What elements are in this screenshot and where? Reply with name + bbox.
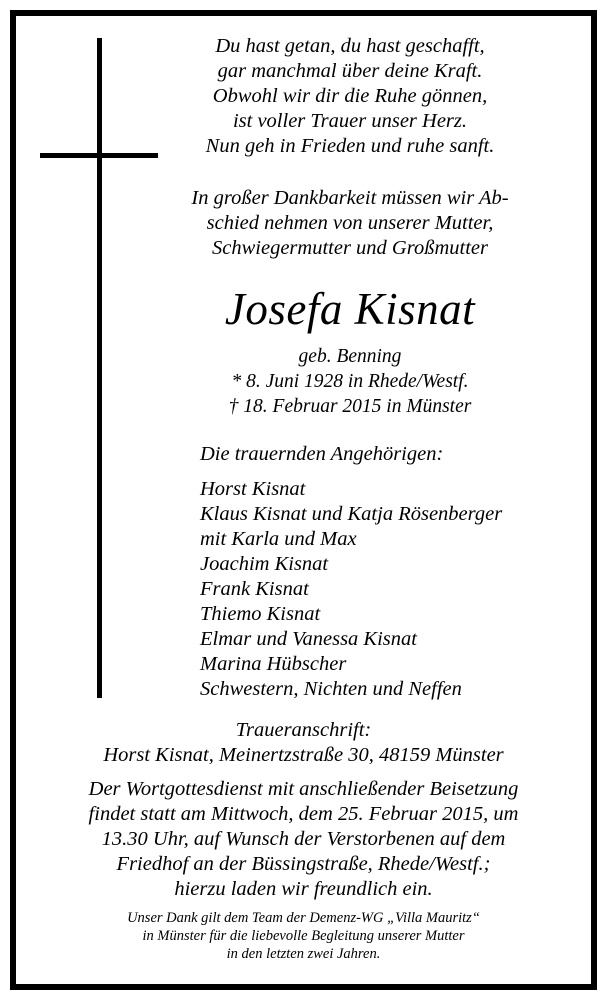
maiden-name: geb. Benning bbox=[298, 346, 402, 367]
death-date: † 18. Februar 2015 in Münster bbox=[228, 396, 472, 417]
relative-name: Marina Hübscher bbox=[200, 653, 347, 675]
relative-name: Joachim Kisnat bbox=[200, 553, 329, 575]
service-line: Der Wortgottesdienst mit anschließender Beisetzung bbox=[88, 778, 519, 800]
relatives-heading: Die trauernden Angehörigen: bbox=[200, 443, 444, 465]
intro-line: In großer Dankbarkeit müssen wir Ab- bbox=[191, 187, 509, 209]
relative-name: mit Karla und Max bbox=[200, 528, 357, 550]
service-line: Friedhof an der Büssingstraße, Rhede/Westf.; bbox=[116, 853, 491, 875]
relative-name: Frank Kisnat bbox=[200, 578, 309, 600]
thanks-line: Unser Dank gilt dem Team der Demenz-WG „Villa Mauritz“ bbox=[127, 910, 480, 926]
deceased-details bbox=[160, 344, 540, 419]
mourning-address bbox=[20, 718, 587, 768]
relatives-list bbox=[200, 442, 590, 702]
relative-name: Horst Kisnat bbox=[200, 478, 306, 500]
cross-horizontal-bar bbox=[40, 153, 158, 158]
address-label: Traueranschrift: bbox=[235, 719, 372, 741]
poem bbox=[160, 34, 540, 159]
relative-name: Elmar und Vanessa Kisnat bbox=[200, 628, 417, 650]
relative-name: Thiemo Kisnat bbox=[200, 603, 321, 625]
thanks-note bbox=[20, 909, 587, 963]
thanks-line: in den letzten zwei Jahren. bbox=[226, 946, 381, 962]
intro-text bbox=[160, 186, 540, 261]
poem-line: Du hast getan, du hast geschafft, bbox=[215, 35, 485, 57]
poem-line: gar manchmal über deine Kraft. bbox=[217, 60, 483, 82]
cross-vertical-bar bbox=[97, 38, 102, 698]
service-line: findet statt am Mittwoch, dem 25. Februar 2015, um bbox=[88, 803, 519, 825]
service-line: hierzu laden wir freundlich ein. bbox=[174, 878, 433, 900]
funeral-service-info bbox=[20, 777, 587, 902]
poem-line: Obwohl wir dir die Ruhe gönnen, bbox=[212, 85, 488, 107]
thanks-line: in Münster für die liebevolle Begleitung unserer Mutter bbox=[142, 928, 465, 944]
relative-name: Schwestern, Nichten und Neffen bbox=[200, 678, 462, 700]
service-line: 13.30 Uhr, auf Wunsch der Verstorbenen auf dem bbox=[101, 828, 506, 850]
poem-line: Nun geh in Frieden und ruhe sanft. bbox=[205, 135, 495, 157]
poem-line: ist voller Trauer unser Herz. bbox=[232, 110, 468, 132]
address-value: Horst Kisnat, Meinertzstraße 30, 48159 Münster bbox=[103, 744, 504, 766]
deceased-name: Josefa Kisnat bbox=[224, 284, 476, 334]
intro-line: Schwiegermutter und Großmutter bbox=[212, 237, 488, 259]
birth-date: * 8. Juni 1928 in Rhede/Westf. bbox=[231, 371, 469, 392]
relative-name: Klaus Kisnat und Katja Rösenberger bbox=[200, 503, 503, 525]
intro-line: schied nehmen von unserer Mutter, bbox=[206, 212, 494, 234]
